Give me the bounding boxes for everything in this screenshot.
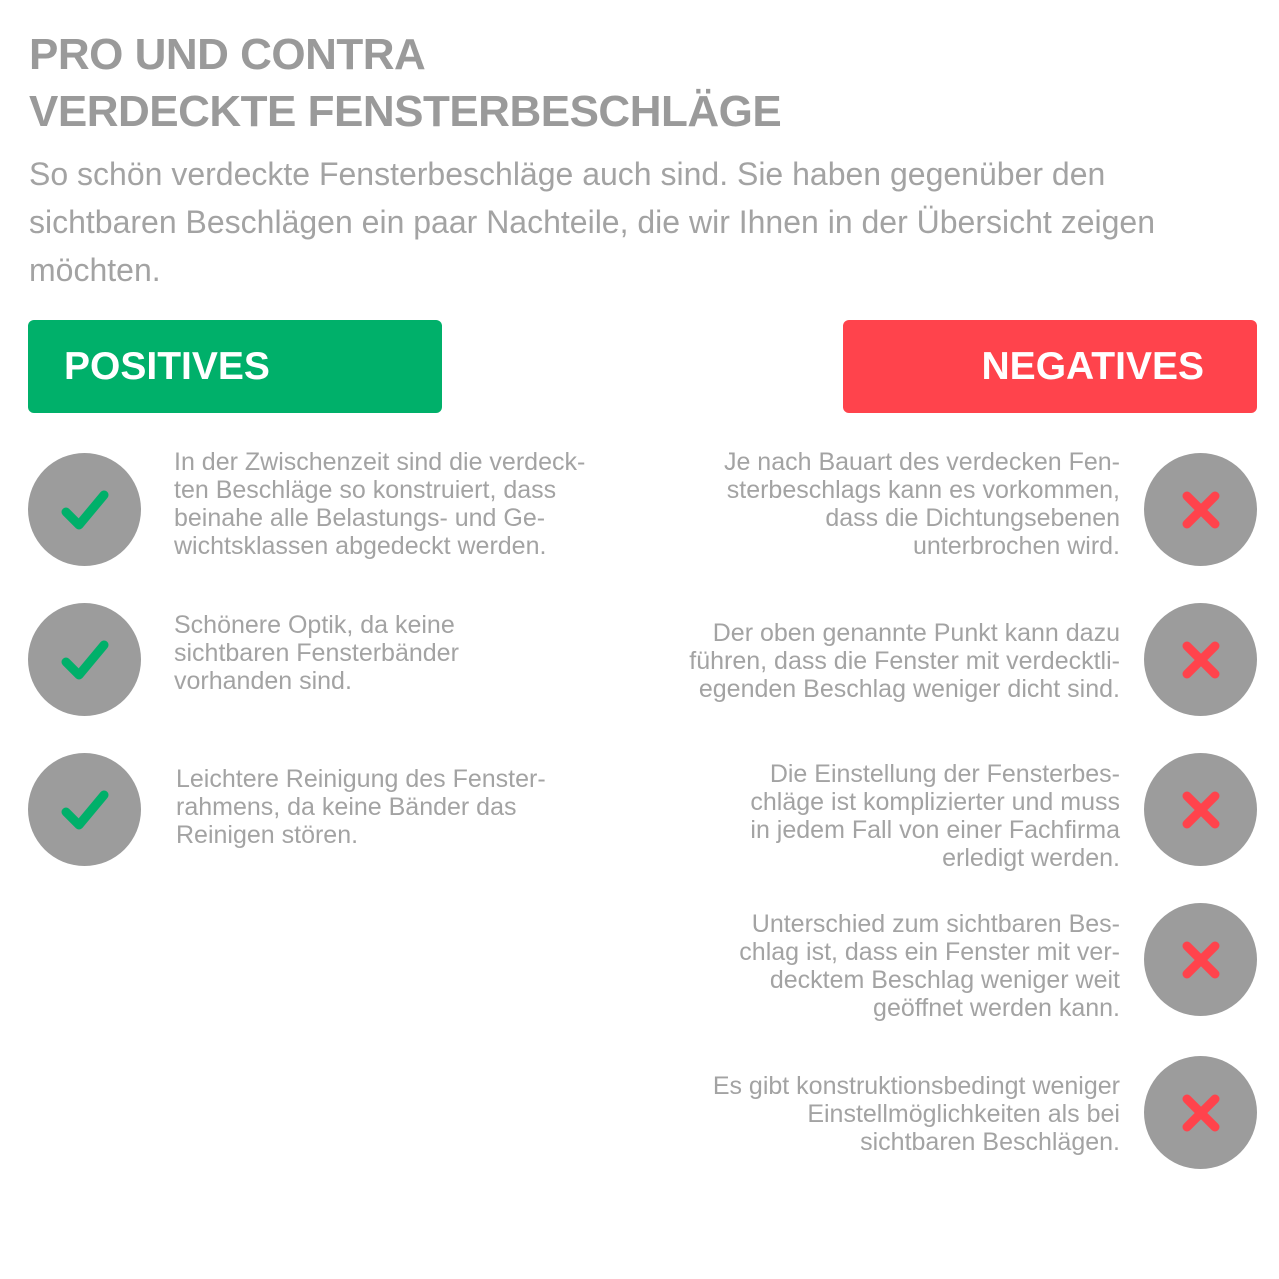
negative-item-2: Der oben genannte Punkt kann dazu führen, dass die Fenster mit verdecktli- egenden Beschlag weniger dicht sind.: [689, 619, 1120, 703]
negative-item-3: Die Einstellung der Fensterbes- chläge ist komplizierter und muss in jedem Fall von einer Fachfirma erledigt werden.: [750, 760, 1120, 872]
negative-item-4: Unterschied zum sichtbaren Bes- chlag ist, dass ein Fenster mit ver- decktem Beschlag weniger weit geöffnet werden kann.: [739, 910, 1120, 1022]
negatives-header: NEGATIVES: [843, 320, 1257, 413]
cross-icon: [1144, 603, 1257, 716]
cross-icon: [1144, 453, 1257, 566]
intro-text: So schön verdeckte Fensterbeschläge auch sind. Sie haben gegenüber den sichtbaren Beschlägen ein paar Nachteile, die wir Ihnen in der Übersicht zeigen möchten.: [29, 156, 1155, 288]
page-title-line-1: PRO UND CONTRA: [29, 30, 426, 79]
check-icon: [28, 603, 141, 716]
positives-header: POSITIVES: [28, 320, 442, 413]
negative-item-5: Es gibt konstruktionsbedingt weniger Einstellmöglichkeiten als bei sichtbaren Beschlägen.: [712, 1072, 1120, 1156]
cross-icon: [1144, 903, 1257, 1016]
page-title: [29, 26, 781, 140]
positive-item-3: Leichtere Reinigung des Fenster- rahmens, da keine Bänder das Reinigen stören.: [176, 765, 546, 849]
cross-icon: [1144, 753, 1257, 866]
check-icon: [28, 753, 141, 866]
positive-item-2: Schönere Optik, da keine sichtbaren Fensterbänder vorhanden sind.: [174, 611, 459, 695]
positive-item-1: In der Zwischenzeit sind die verdeck- ten Beschläge so konstruiert, dass beinahe alle Belastungs- und Ge- wichtsklassen abgedeckt werden.: [174, 448, 586, 560]
cross-icon: [1144, 1056, 1257, 1169]
page-title-line-2: VERDECKTE FENSTERBESCHLÄGE: [29, 87, 782, 136]
negative-item-1: Je nach Bauart des verdecken Fen- sterbeschlags kann es vorkommen, dass die Dichtungsebenen unterbrochen wird.: [723, 448, 1120, 560]
check-icon: [28, 453, 141, 566]
